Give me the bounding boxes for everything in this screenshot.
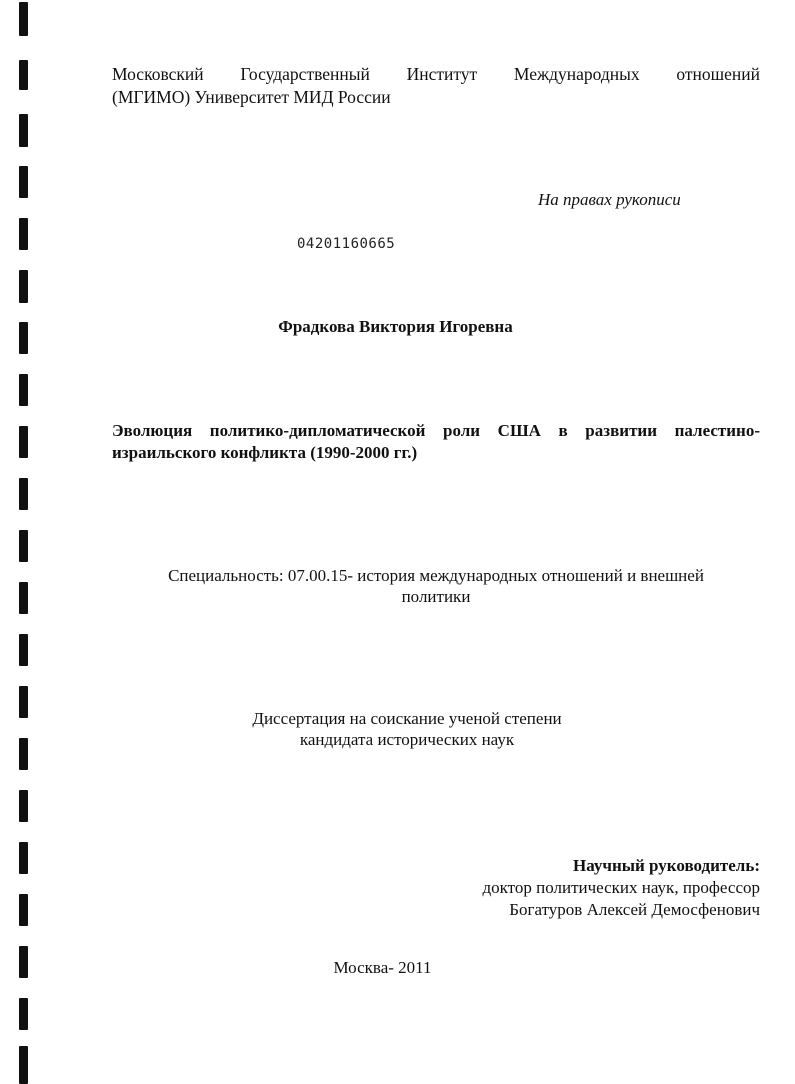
title-line-2: израильского конфликта (1990-2000 гг.)	[112, 443, 418, 462]
specialty-line-2: политики	[401, 587, 471, 606]
dissertation-title	[112, 420, 760, 464]
institution-line-1	[112, 63, 760, 86]
binding-mark	[19, 114, 28, 147]
binding-mark	[19, 842, 28, 874]
city-year: Москва- 2011	[333, 958, 432, 977]
author-name-text: Фрадкова Виктория Игоревна	[278, 317, 513, 336]
binding-mark	[19, 686, 28, 718]
binding-mark	[19, 2, 28, 36]
binding-margin	[0, 0, 40, 1084]
binding-mark	[19, 530, 28, 562]
binding-mark	[19, 738, 28, 770]
scientific-supervisor	[360, 855, 760, 921]
institution-word: отношений	[676, 64, 760, 84]
institution-word: Государственный	[240, 64, 370, 84]
registration-number: 04201160665	[297, 236, 396, 252]
binding-mark	[19, 998, 28, 1030]
binding-mark	[19, 270, 28, 303]
supervisor-name: Богатуров Алексей Демосфенович	[509, 900, 760, 919]
binding-mark	[19, 790, 28, 822]
binding-mark	[19, 60, 28, 90]
binding-mark	[19, 374, 28, 406]
degree-statement	[112, 708, 702, 750]
institution-header	[112, 63, 760, 109]
institution-word: Институт	[406, 64, 478, 84]
supervisor-label: Научный руководитель:	[573, 856, 760, 875]
author-name	[0, 317, 795, 337]
binding-mark	[19, 1046, 28, 1084]
specialty-line-1: Специальность: 07.00.15- история международных отношений и внешней	[168, 566, 704, 585]
title-line-1: Эволюция политико-дипломатической роли США в развитии палестино-	[112, 421, 760, 440]
binding-mark	[19, 634, 28, 666]
binding-mark	[19, 166, 28, 198]
institution-word: Международных	[513, 64, 640, 84]
supervisor-degree: доктор политических наук, профессор	[482, 878, 760, 897]
binding-mark	[19, 582, 28, 614]
binding-mark	[19, 426, 28, 458]
binding-mark	[19, 478, 28, 510]
degree-line-2: кандидата исторических наук	[299, 730, 515, 749]
binding-mark	[19, 218, 28, 250]
manuscript-rights-note: На правах рукописи	[538, 190, 681, 209]
degree-line-1: Диссертация на соискание ученой степени	[252, 709, 562, 728]
institution-word: Московский	[112, 64, 204, 84]
institution-line-2: (МГИМО) Университет МИД России	[112, 87, 391, 107]
specialty	[112, 565, 760, 607]
binding-mark	[19, 894, 28, 926]
